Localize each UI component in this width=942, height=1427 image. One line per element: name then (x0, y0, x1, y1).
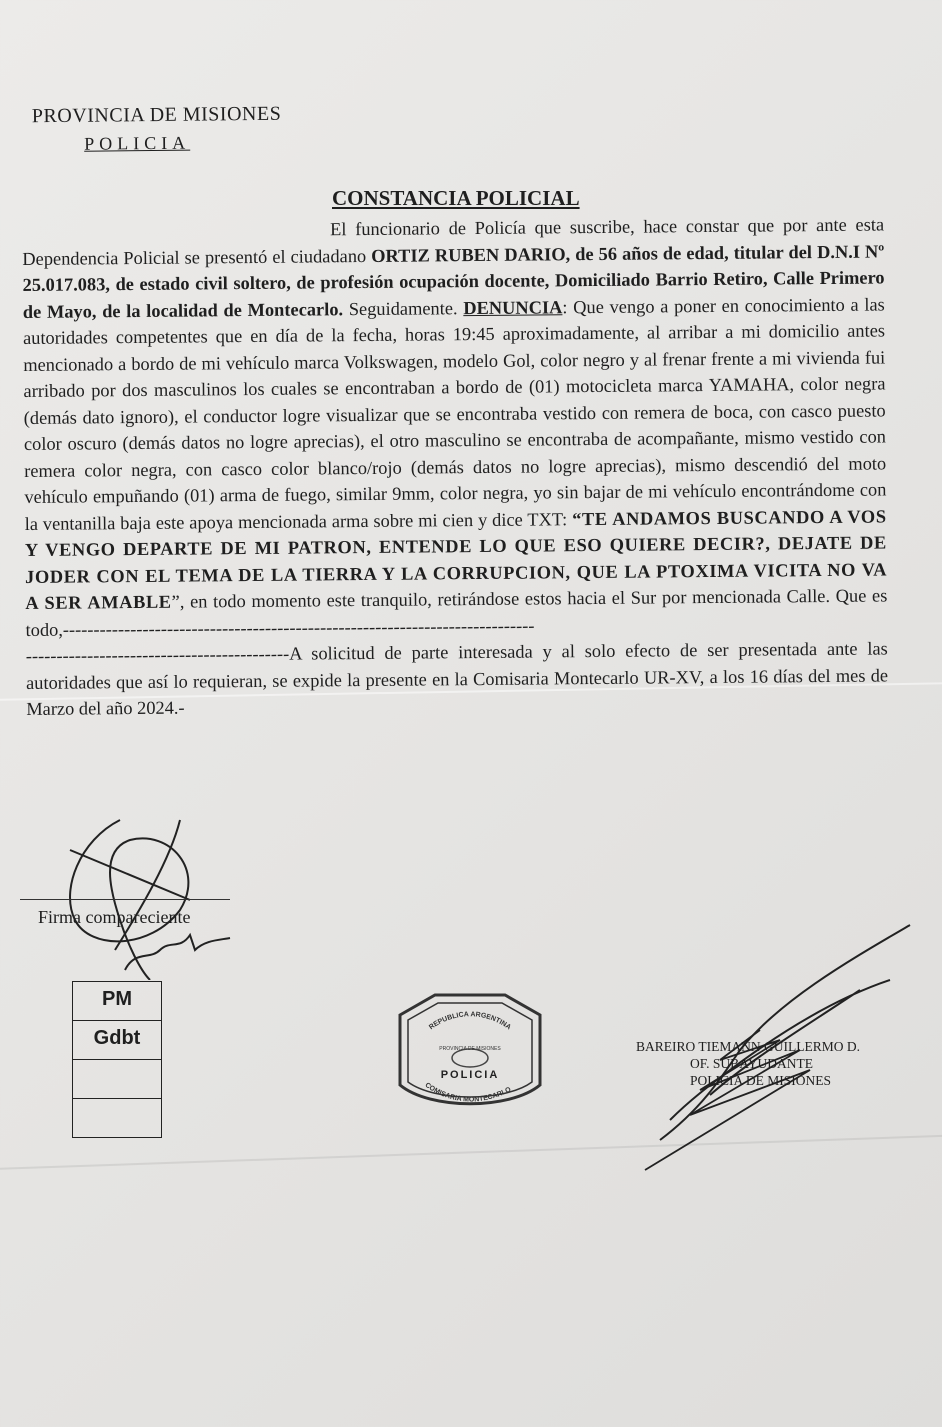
letterhead (32, 103, 282, 156)
annotation-box (72, 981, 162, 1138)
officer-block (636, 1038, 860, 1089)
seal-top-text: REPUBLICA ARGENTINA (428, 1011, 512, 1032)
issuance-paragraph: -------------------------------------------A solicitud de parte interesada y al solo efecto de ser presentada ante las autoridades que así lo requieran, se expide la presente en la Comisaria Montecarlo UR-XV, a los 16 días del mes de Marzo del año 2024.- (25, 638, 889, 719)
officer-rank: OF. SUBAYUDANTE (690, 1056, 813, 1071)
seguidamente-text: Seguidamente. (342, 297, 464, 319)
officer-name: BAREIRO TIEMANN GUILLERMO D. (636, 1039, 860, 1054)
seal-inner-text: PROVINCIA DE MISIONES (439, 1046, 501, 1052)
seal-center-text: POLICIA (440, 1069, 500, 1081)
box-cell (73, 1099, 161, 1137)
document-title: CONSTANCIA POLICIAL (332, 186, 580, 210)
narrative-text: : Que vengo a poner en conocimiento a las autoridades competentes que en día de la fecha, horas 19:45 aproximadamente, al arribar a mi domicilio antes mencionado a bordo de mi vehículo marca Volkswagen, modelo Gol, color negro y al frenar frente a mi vivienda fui arribado por dos masculinos los cuales se encontraban a bordo de (01) motocicleta marca YAMAHA, color negra (demás dato ignoro), el conductor logre visualizar que se encontraba vestido con remera de boca, con casco puesto color oscuro (demás datos no logre aprecias), el otro masculino se encontraba de acompañante, mismo vestido con remera color negra, con casco color blanco/rojo (demás datos no logre aprecias), mismo descendió del moto vehículo empuñando (01) arma de fuego, similar 9mm, color negra, yo sin bajar de mi vehículo encontrándome con la ventanilla baja este apoya mencionada arma sobre mi cien y dice TXT: (22, 293, 887, 534)
complainant-signature (20, 800, 260, 980)
document-body (22, 211, 888, 722)
police-seal-stamp (390, 990, 550, 1120)
officer-unit: POLICIA DE MISIONES (690, 1073, 832, 1088)
province-name: PROVINCIA DE MISIONES (31, 102, 282, 128)
closing-text: ”, en todo momento este tranquilo, retirándose estos hacia el Sur por mencionada Calle. Que es todo,----------------------------------------------------------------------------- (25, 585, 888, 640)
signature-label: Firma compareciente (38, 907, 191, 927)
denuncia-label: DENUNCIA (463, 296, 563, 318)
intro-text: El funcionario de Policía que suscribe, hace constar que por ante esta Dependencia Policial se presentó el ciudadano (22, 214, 885, 269)
declaration-paragraph (22, 211, 888, 643)
threat-quote: “TE ANDAMOS BUSCANDO A VOS Y VENGO DEPARTE DE MI PATRON, ENTENDE LO QUE ESO QUIERE DECIR?, DEJATE DE JODER CON EL TEMA DE LA TIERRA Y LA CORRUPCION, QUE LA PTOXIMA VICITA NO VA A SER AMABLE (24, 505, 888, 613)
department-name: POLICIA (84, 132, 191, 154)
citizen-details: ORTIZ RUBEN DARIO, de 56 años de edad, titular del D.N.I Nº 25.017.083, de estado civil soltero, de profesión ocupación docente, Domiciliado Barrio Retiro, Calle Primero de Mayo, de la localidad de Montecarlo. (22, 240, 885, 322)
box-cell: PM (73, 982, 161, 1021)
signature-line (20, 899, 230, 900)
seal-bottom-text: COMISARIA MONTECARLO (423, 1081, 513, 1104)
svg-text:REPUBLICA ARGENTINA (428, 1011, 512, 1031)
box-cell (73, 1060, 161, 1099)
box-cell: Gdbt (73, 1021, 161, 1060)
